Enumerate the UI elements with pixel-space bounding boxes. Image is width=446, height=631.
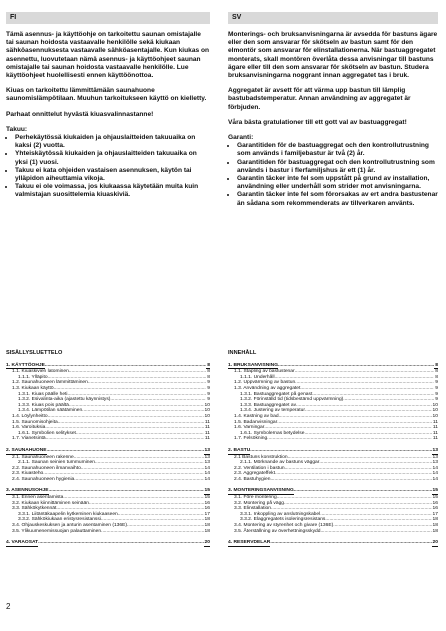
toc-entry-page: 10 [204,413,210,419]
toc-entry-title: 1.3.4. Justering av temperatur [240,408,305,414]
toc-entry-page: 11 [204,419,210,425]
warranty-item: • Garantitiden för de bastuaggregat och den kontrollutrustning som används i familjebastur är två (2) år. [237,142,438,158]
intro-paragraph: Tämä asennus- ja käyttöohje on tarkoitettu saunan omistajalle tai saunan hoidosta vastaavalle henkilölle sekä kiukaan sähköasennuksesta vastaavalle sähköasentajalle. Kun kiukas on asennettu, luovutetaan nämä asennus- ja käyttöohjeet saunan omistajalle tai saunan hoidosta vastaavalle henkilölle. Lue käyttöohjeet huolellisesti ennen käyttöönottoa. [6,31,210,80]
toc-entry-page: 14 [204,471,210,477]
toc-entry-page: 11 [432,436,438,442]
toc-entry-title: 2.3. Aggregateffekt [234,471,275,477]
toc-entry-title: 1.1. Stapling av bastustenar [234,369,295,375]
toc-entry-page: 14 [204,476,210,482]
toc-entry-title: 4. VARAOSAT [6,540,39,546]
toc-entry-title: 2. SAUNAHUONE [6,447,47,453]
toc-entry-page: 8 [435,362,438,368]
toc-dot-leader [320,529,431,535]
toc-entry-title: 3.1. Före montering [234,495,277,501]
warranty-title: Takuu: [6,125,28,133]
language-header-sv: SV [228,12,438,24]
toc-entry-title: 3.3.1. Inkoppling av anslutningskabel [240,511,321,517]
toc-entry-page: 9 [435,397,438,403]
toc-entry-title: 3.5. Ylikuumenemissuojan palauttaminen [12,528,102,534]
toc-section [228,540,438,547]
toc-entry-page: 18 [432,528,438,534]
toc-entry-title: 1.3.1. Kiuas päälle heti [18,391,68,397]
toc-entry-title: 1.6.1. Symbolernas betydelse [240,430,305,436]
toc-entry-page: 15 [432,488,438,494]
toc-entry[interactable] [6,529,210,535]
toc-entry-page: 13 [432,460,438,466]
toc-section [6,540,210,547]
toc-entry-page: 13 [432,447,438,453]
toc-entry-title: 2.4. Saunahuoneen hygienia [12,476,75,482]
toc-entry-page: 11 [432,430,438,436]
toc-entry-page: 11 [432,419,438,425]
toc-entry[interactable] [228,529,438,535]
toc-entry-page: 10 [204,408,210,414]
toc-entry-page: 14 [204,465,210,471]
toc-entry-page: 11 [204,430,210,436]
intro-paragraph: Våra bästa gratulationer till ett gott val av bastuaggregat! [228,118,407,126]
toc-entry-title: 2.2. Saunahuoneen ilmanvaihto [12,465,81,471]
toc-entry-title: 3.3.2. Elaggregatets isoleringsresistans [240,517,326,523]
toc-entry-title: 2.1. Saunahuoneen rakenne [12,454,74,460]
toc-entry[interactable] [6,477,210,483]
toc-dot-leader [49,488,204,495]
toc-section [228,363,438,442]
toc-entry-title: 1.4. Löylynheitto [12,413,48,419]
toc-entry-page: 16 [204,500,210,506]
toc-entry-title: 3. ASENNUSOHJE [6,488,49,494]
intro-paragraph: Monterings- och bruksanvisningarna är avsedda för bastuns ägare eller den som ansvarar för skötseln av bastun samt för den elmontör som ansvarar för elinstallationerna. När bastuaggregatet monterats, skall montören överlåta dessa anvisningar till bastuns ägare eller till den som ansvarar för skötseln av bastun. Studera bruksanvisningarna noggrant innan aggregatet tas i bruk. [228,31,438,80]
intro-paragraph: Aggregatet är avsett för att värma upp bastun till lämplig bastubadstemperatur. Annan användning av aggregatet är förbjuden. [228,87,411,111]
toc-entry-title: 1.3.3. Bastuaggregatet av [240,402,297,408]
toc-entry-title: 3.3. Elinstallation [234,506,271,512]
toc-entry-title: 1.1.1. Underhåll [240,374,275,380]
intro-paragraph: Kiuas on tarkoitettu lämmittämään saunahuone saunomislämpötilaan. Muuhun tarkoitukseen käyttö on kielletty. [6,87,207,103]
toc-entry-page: 9 [435,380,438,386]
toc-entry-page: 11 [204,425,210,431]
toc-entry-title: 1.1.1. Ylläpito [18,374,48,380]
toc-dot-leader [46,436,204,442]
toc-entry-page: 20 [432,540,438,546]
toc-dot-leader [47,448,204,455]
toc-section [228,488,438,534]
toc-entry-title: 1.7. Vianetsintä [12,436,46,442]
toc-section [6,448,210,483]
toc-entry-page: 18 [432,517,438,523]
toc-entry-page: 9 [207,391,210,397]
toc-title: SISÄLLYSLUETTELO [6,350,63,356]
toc-entry-page: 9 [207,397,210,403]
toc-entry[interactable] [228,436,438,442]
toc-entry-title: 1. KÄYTTÖOHJE [6,362,45,368]
toc-entry-title: 2. BASTU [228,447,251,453]
language-header-fi: FI [6,12,210,24]
toc-entry-page: 16 [204,506,210,512]
toc-entry[interactable] [228,477,438,483]
toc-entry-title: 1.3. Kiukaan käyttö [12,385,54,391]
toc-section [228,448,438,483]
toc-entry-page: 15 [204,488,210,494]
toc-entry-page: 9 [207,380,210,386]
warranty-item: • Takuu ei ole voimassa, jos kiukaassa käytetään muita kuin valmistajan suosittelemia kiuaskiviä. [15,183,210,199]
warranty-list [228,142,438,208]
toc-entry-page: 8 [207,362,210,368]
toc-entry[interactable] [6,448,210,455]
toc-section [6,363,210,442]
toc-entry-title: 3.4. Ohjauskeskuksen ja anturin asentaminen (136E) [12,523,127,529]
toc-dot-leader [267,436,432,442]
toc-entry-title: 1. BRUKSANVISNING [228,362,279,368]
toc-entry-title: 2.2. Ventilation i bastun [234,465,285,471]
swedish-intro [228,31,438,208]
toc-entry-page: 18 [204,523,210,529]
toc-entry-page: 13 [204,460,210,466]
toc-dot-leader [74,477,203,483]
toc-entry-title: 3.4. Montering av styrenhet och givare (136E) [234,523,334,529]
page-number: 2 [6,602,11,611]
finnish-table-of-contents [6,351,210,553]
toc-dot-leader [250,448,431,455]
toc-entry-page: 8 [435,369,438,375]
toc-entry-title: 3.2. Montering på vägg [234,500,285,506]
toc-entry-title: 1.1. Kiuaskivien latominen [12,369,69,375]
toc-entry-title: 2.1 Bastuns konstruktion [234,454,288,460]
toc-section [6,488,210,534]
toc-entry-page: 15 [204,495,210,501]
toc-entry-title: 1.3.2. Förinställd tid (tidsbestämd uppvärmning) [240,397,344,403]
toc-entry-page: 10 [432,413,438,419]
toc-dot-leader [278,363,434,370]
swedish-column [228,12,438,208]
warranty-item: • Garantin täcker inte fel som uppstått på grund av installation, användning eller underhåll som strider mot anvisningarna. [237,175,438,191]
toc-entry-title: 2.4. Bastuhygien [234,476,271,482]
toc-entry-page: 14 [432,476,438,482]
intro-paragraph: Parhaat onnittelut hyvästä kiuasvalinnastanne! [6,110,154,118]
toc-entry-title: 1.3. Användning av aggregatet [234,385,301,391]
toc-entry-page: 18 [204,517,210,523]
toc-entry-title: 4. RESERVDELAR [228,540,271,546]
toc-dot-leader [270,540,431,547]
swedish-table-of-contents [228,351,438,553]
toc-entry-page: 16 [432,506,438,512]
toc-entry[interactable] [228,540,438,547]
toc-entry-page: 18 [204,528,210,534]
toc-entry-page: 9 [435,391,438,397]
toc-entry[interactable] [6,540,210,547]
toc-entry-page: 13 [204,454,210,460]
toc-entry-title: 1.6.1. Symbolien selitykset [18,430,76,436]
warranty-item: • Perhekäytössä kiukaiden ja ohjauslaitteiden takuuaika on kaksi (2) vuotta. [15,134,210,150]
toc-dot-leader [101,529,203,535]
warranty-item: • Takuu ei kata ohjeiden vastaisen asennuksen, käytön tai ylläpidon aiheuttamia vikoja. [15,167,210,183]
toc-entry[interactable] [228,448,438,455]
toc-entry-page: 17 [204,511,210,517]
toc-entry-page: 8 [207,369,210,375]
toc-entry-title: 1.4. Kastning av bad [234,413,279,419]
finnish-column [6,12,210,200]
toc-entry-page: 13 [432,454,438,460]
toc-entry-page: 11 [204,436,210,442]
toc-entry-title: 1.3.4. Lämpötilan säätäminen [18,408,83,414]
toc-entry-title: 1.5. Badanvisningar [234,419,278,425]
toc-entry-title: 3.3.1. Liitäntäkaapelin kytkeminen kiukaaseen [18,511,118,517]
toc-entry[interactable] [6,436,210,442]
toc-entry-page: 14 [432,465,438,471]
toc-entry-page: 9 [435,385,438,391]
toc-entry-title: 2.1.1. Saunan seinien tummuminen [18,460,95,466]
toc-entry-page: 13 [204,447,210,453]
toc-entry-title: 2.1.1. Mörknande av bastuns väggar [240,460,320,466]
toc-dot-leader [270,477,431,483]
toc-entry-page: 9 [207,385,210,391]
warranty-title: Garanti: [228,134,254,142]
toc-dot-leader [38,540,203,547]
toc-entry-title: 2.3. Kiuasteho [12,471,44,477]
toc-entry-title: 3.1. Ennen asentamista [12,495,64,501]
toc-entry-title: 1.7. Felsökning [234,436,268,442]
toc-title: INNEHÅLL [228,350,257,356]
toc-entry-page: 17 [432,511,438,517]
toc-dot-leader [45,363,206,370]
toc-entry-title: 1.3.1. Bastuaggregatet på genast [240,391,313,397]
toc-entry-page: 10 [432,408,438,414]
toc-entry-title: 1.6. Varningar [234,425,265,431]
toc-entry-title: 1.3.3. Kiuas pois päältä [18,402,69,408]
toc-entry-page: 8 [207,374,210,380]
toc-entry-title: 1.2. Saunahuoneen lämmittäminen [12,380,88,386]
toc-entry-page: 10 [204,402,210,408]
finnish-intro [6,31,210,200]
warranty-item: • Garantin täcker inte fel som förorsakas av ert andra bastustenar än sådana som rekommenderats av tillverkaren använts. [237,191,438,207]
warranty-item: • Yhteiskäytössä kiukaiden ja ohjauslaitteiden takuuaika on yksi (1) vuosi. [15,150,210,166]
warranty-list [6,134,210,200]
toc-entry-title: 1.5. Saunomisohjeita [12,419,58,425]
toc-entry-title: 3.3. Sähkökytkennät [12,506,57,512]
toc-entry-title: 1.2. Uppvärmning av bastun [234,380,296,386]
toc-entry-page: 15 [432,495,438,501]
toc-entry-title: 3.2. Kiukaan kiinnittäminen seinään [12,500,89,506]
toc-entry-page: 14 [432,471,438,477]
toc-entry-title: 3. MONTERINGSANVISNING [228,488,294,494]
toc-entry-page: 10 [432,402,438,408]
toc-entry-page: 8 [435,374,438,380]
toc-entry-page: 20 [204,540,210,546]
warranty-item: • Garantitiden för bastuaggregat och den kontrollutrustning som används i bastur i flerfamiljshus är ett (1) år. [237,159,438,175]
toc-entry-page: 11 [432,425,438,431]
toc-entry-page: 18 [432,523,438,529]
toc-entry-page: 16 [432,500,438,506]
toc-entry-title: 3.3.2. Sähkökiukaan eristysresistanssi [18,517,101,523]
toc-entry-title: 1.3.2. Esivalinta-aika (ajastettu käynnistys) [18,397,111,403]
toc-dot-leader [294,488,432,495]
toc-entry-title: 1.6. Varoituksia [12,425,46,431]
toc-entry-title: 3.5. Återställning av överhettningsskydd [234,528,321,534]
